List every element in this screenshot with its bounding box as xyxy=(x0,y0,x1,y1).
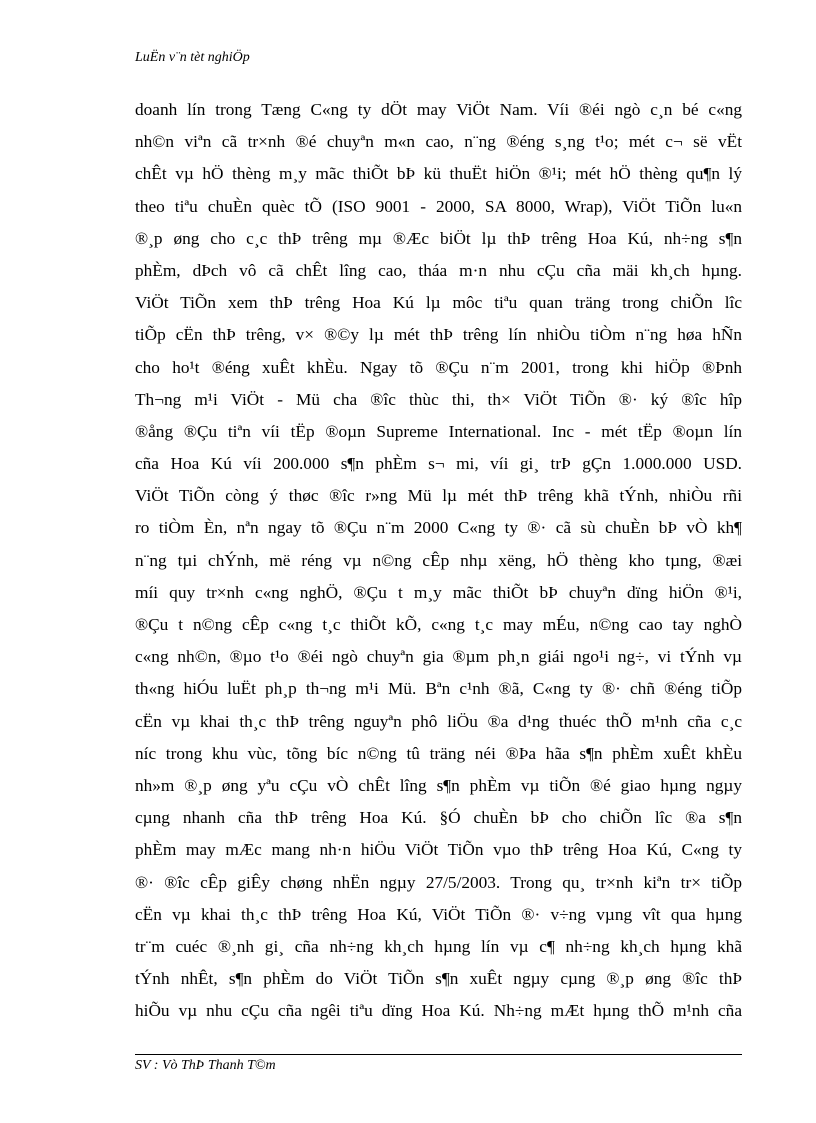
text-line-content: hiÕu vµ nhu cÇu cña ngêi tiªu dïng Hoa Kú. Nh÷ng mÆt hµng thÕ m¹nh cña xyxy=(135,1001,742,1021)
text-line xyxy=(135,545,742,577)
text-line xyxy=(135,416,742,448)
text-line xyxy=(135,512,742,544)
text-line xyxy=(135,834,742,866)
text-line xyxy=(135,609,742,641)
text-line-content: ro tiÒm Èn, nªn ngay tõ ®Çu n¨m 2000 C«ng ty ®· cã sù chuÈn bÞ vÒ kh¶ xyxy=(135,518,742,538)
text-line xyxy=(135,191,742,223)
text-line-content: c«ng nh©n, ®µo t¹o ®éi ngò chuyªn gia ®µm ph¸n giái ngo¹i ng÷, vi tÝnh vµ xyxy=(135,647,742,667)
text-line xyxy=(135,480,742,512)
text-line-content: ViÖt TiÕn còng ý thøc ®îc r»ng Mü lµ mét thÞ trêng khã tÝnh, nhiÒu rñi xyxy=(135,486,742,506)
text-line-content: ®¸p øng cho c¸c thÞ trêng mµ ®Æc biÖt lµ thÞ trêng Hoa Kú, nh÷ng s¶n xyxy=(135,228,742,248)
text-line xyxy=(135,255,742,287)
text-line xyxy=(135,384,742,416)
text-line-content: th«ng hiÓu luËt ph¸p th¬ng m¹i Mü. Bªn c¹nh ®ã, C«ng ty ®· chñ ®éng tiÕp xyxy=(135,679,742,699)
running-header: LuËn v¨n tèt nghiÖp xyxy=(135,50,250,65)
text-line xyxy=(135,287,742,319)
text-line-content: cËn vµ khai th¸c thÞ trêng Hoa Kú, ViÖt TiÕn ®· v÷ng vµng vît qua hµng xyxy=(135,904,742,924)
text-line-content: tr¨m cuéc ®¸nh gi¸ cña nh÷ng kh¸ch hµng lín vµ c¶ nh÷ng kh¸ch hµng khã xyxy=(135,936,742,956)
text-line xyxy=(135,577,742,609)
text-line-content: nh©n viªn cã tr×nh ®é chuyªn m«n cao, n¨ng ®éng s¸ng t¹o; mét c¬ së vËt xyxy=(135,132,742,152)
text-line-content: nh»m ®¸p øng yªu cÇu vÒ chÊt lîng s¶n phÈm vµ tiÕn ®é giao hµng ngµy xyxy=(135,775,742,795)
text-line-content: míi quy tr×nh c«ng nghÖ, ®Çu t m¸y mãc thiÕt bÞ chuyªn dïng hiÖn ®¹i, xyxy=(135,582,742,602)
text-line xyxy=(135,158,742,190)
text-line-content: tÝnh nhÊt, s¶n phÈm do ViÖt TiÕn s¶n xuÊt ngµy cµng ®¸p øng ®îc thÞ xyxy=(135,969,742,989)
text-line xyxy=(135,319,742,351)
text-line xyxy=(135,738,742,770)
text-line xyxy=(135,899,742,931)
text-line-content: theo tiªu chuÈn quèc tÕ (ISO 9001 - 2000, SA 8000, Wrap), ViÖt TiÕn lu«n xyxy=(135,196,742,216)
text-line-content: ®ång ®Çu tiªn víi tËp ®oµn Supreme International. Inc - mét tËp ®oµn lín xyxy=(135,421,742,441)
text-line-content: n¨ng tµi chÝnh, më réng vµ n©ng cÊp nhµ xëng, hÖ thèng kho tµng, ®æi xyxy=(135,550,742,570)
text-line-content: níc trong khu vùc, tõng bíc n©ng tû träng néi ®Þa hãa s¶n phÈm xuÊt khÈu xyxy=(135,743,742,763)
text-line-content: ®· ®îc cÊp giÊy chøng nhËn ngµy 27/5/2003. Trong qu¸ tr×nh kiªn tr× tiÕp xyxy=(135,872,742,892)
footer-divider xyxy=(135,1054,742,1055)
text-line xyxy=(135,448,742,480)
text-line xyxy=(135,802,742,834)
text-line-content: doanh lín trong Tæng C«ng ty dÖt may ViÖt Nam. Víi ®éi ngò c¸n bé c«ng xyxy=(135,100,742,119)
text-line-content: tiÕp cËn thÞ trêng, v× ®©y lµ mét thÞ trêng lín nhiÒu tiÒm n¨ng høa hÑn xyxy=(135,325,742,345)
text-line xyxy=(135,770,742,802)
text-line xyxy=(135,706,742,738)
text-line-content: ®Çu t n©ng cÊp c«ng t¸c thiÕt kÕ, c«ng t¸c may mÉu, n©ng cao tay nghÒ xyxy=(135,615,742,634)
text-line xyxy=(135,352,742,384)
text-line xyxy=(135,94,742,126)
text-line-content: ViÖt TiÕn xem thÞ trêng Hoa Kú lµ môc tiªu quan träng trong chiÕn lîc xyxy=(135,293,742,313)
running-footer: SV : Vò ThÞ Thanh T©m xyxy=(135,1058,276,1073)
text-line-content: phÈm may mÆc mang nh·n hiÖu ViÖt TiÕn vµo thÞ trêng Hoa Kú, C«ng ty xyxy=(135,840,742,860)
text-line xyxy=(135,641,742,673)
text-line xyxy=(135,963,742,995)
text-line xyxy=(135,931,742,963)
text-line xyxy=(135,995,742,1027)
text-line-content: phÈm, dÞch vô cã chÊt lîng cao, tháa m·n nhu cÇu cña mäi kh¸ch hµng. xyxy=(135,260,742,280)
text-line-content: chÊt vµ hÖ thèng m¸y mãc thiÕt bÞ kü thuËt hiÖn ®¹i; mét hÖ thèng qu¶n lý xyxy=(135,164,742,184)
text-line-content: cµng nhanh cña thÞ trêng Hoa Kú. §Ó chuÈn bÞ cho chiÕn lîc ®a s¶n xyxy=(135,808,742,828)
text-line xyxy=(135,867,742,899)
text-line-content: Th¬ng m¹i ViÖt - Mü cha ®îc thùc thi, th× ViÖt TiÕn ®· ký ®îc hîp xyxy=(135,389,742,409)
text-line xyxy=(135,223,742,255)
text-line xyxy=(135,126,742,158)
text-line xyxy=(135,673,742,705)
text-line-content: cho ho¹t ®éng xuÊt khÈu. Ngay tõ ®Çu n¨m 2001, trong khi hiÖp ®Þnh xyxy=(135,357,742,377)
body-text xyxy=(135,94,742,1027)
text-line-content: cËn vµ khai th¸c thÞ trêng nguyªn phô liÖu ®a d¹ng thuéc thÕ m¹nh cña c¸c xyxy=(135,711,742,731)
text-line-content: cña Hoa Kú víi 200.000 s¶n phÈm s¬ mi, víi gi¸ trÞ gÇn 1.000.000 USD. xyxy=(135,454,742,474)
